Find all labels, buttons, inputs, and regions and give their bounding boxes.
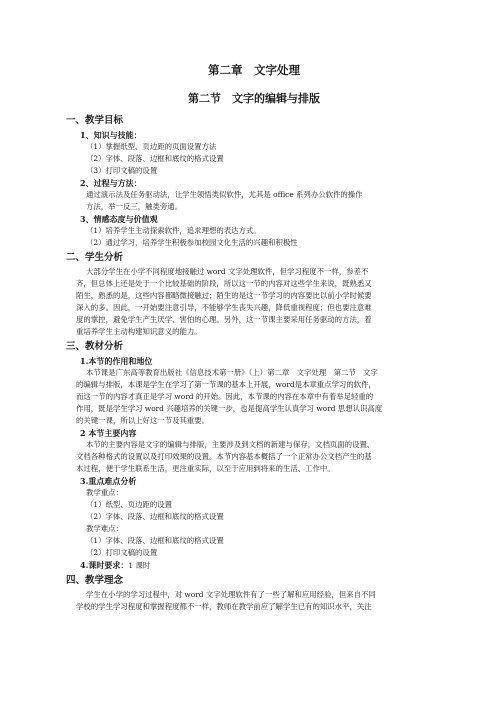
text-line: 文档各种格式的设置以及打印效果的设置。本节内容基本概括了一个正常办公文档产生的基 <box>76 452 372 461</box>
text-line: 而这一节的内容才真正是学习 word 的开始。因此，本节课的内容在本章中有着举足轻重的 <box>76 392 374 401</box>
text-line: 陌生，熟悉的是，这些内容都略微接触过；陌生的是这一节学习的内容要比以前小学时候要 <box>76 291 372 300</box>
class-hours <box>76 559 432 572</box>
text-line: 学校的学生学习程度和掌握程度都不一样，教师在教学前应了解学生已有的知识水平，关注 <box>76 602 372 611</box>
text-line: 学生在小学的学习过程中，对 word 文字处理软件有了一些了解和应用经验，但来自不同 <box>86 590 376 599</box>
list-item: （3）打印文稿的设置 <box>86 166 158 175</box>
text-line: 本节课是广东高等教育出版社《信息技术第一册》（上）第二章 文字处理 第二节 文字 <box>86 368 378 377</box>
label-difficult-points: 教学难点： <box>86 524 123 533</box>
subheading-knowledge-skills: 1、知识与技能： <box>80 130 142 140</box>
label-key-points: 教学重点： <box>86 488 123 497</box>
heading-material-analysis: 三、教材分析 <box>66 341 124 352</box>
text-line: 深入的多。因此，一开始要注意引导，不能够学生丧失兴趣，降低重视程度；但也要注意难 <box>76 303 372 312</box>
subheading-key-difficult: 3.重点难点分析 <box>80 476 137 486</box>
subheading-role-position: 1.本节的作用和地位 <box>80 356 153 366</box>
text-line: 通过演示法及任务驱动法，让学生领悟类似软件，尤其是 office 系列办公软件的操作 <box>86 190 363 199</box>
text-line: 的编辑与排版，本课是学生在学习了第一节课的基本上开展，word是本章重点学习的软件， <box>76 380 376 389</box>
heading-teaching-goals: 一、教学目标 <box>66 115 124 126</box>
chapter-title: 第二章 文字处理 <box>208 63 300 77</box>
subheading-main-content: 2 本节主要内容 <box>80 428 137 438</box>
subheading-attitude-values: 3、情感态度与价值观 <box>80 214 158 224</box>
list-item: （1）纸型、页边距的设置 <box>86 500 173 509</box>
text-line: 大部分学生在小学不同程度地接触过 word 文字处理软件，但学习程度不一样，参差不 <box>86 267 369 276</box>
class-hours-value: 1 课时 <box>128 561 151 570</box>
text-line: 度的掌控，避免学生产生厌学、害怕的心理。另外，这一节课主要采用任务驱动的方法，着 <box>76 315 372 324</box>
list-item: （2）通过学习，培养学生积极参加校园文化生活的兴趣和积极性 <box>86 238 298 247</box>
subheading-class-hours: 4.课时要求： <box>80 560 129 570</box>
text-line: 本过程，便于学生联系生活，更注重实际，以至于应用到将来的生活、工作中。 <box>76 464 335 473</box>
text-line: 齐，但总体上还是处于一个比较基础的阶段，所以这一节的内容对这些学生来说，既熟悉又 <box>76 279 372 288</box>
section-title: 第二节 文字的编辑与排版 <box>188 92 320 105</box>
text-line: 方法，举一反三，触类旁通。 <box>86 202 183 211</box>
list-item: （1）字体、段落、边框和底纹的格式设置 <box>86 536 224 545</box>
heading-student-analysis: 二、学生分析 <box>66 252 124 263</box>
text-line: 的关键一课，所以上好这一节及其重要。 <box>76 416 210 425</box>
list-item: （1）掌握纸型、页边距的页面设置方法 <box>86 142 217 151</box>
list-item: （2）字体、段落、边框和底纹的格式设置 <box>86 154 224 163</box>
subheading-process-method: 2、过程与方法： <box>80 178 142 188</box>
list-item: （1）培养学生主动探索软件，追求理想的表达方式。 <box>86 226 261 235</box>
list-item: （2）字体、段落、边框和底纹的格式设置 <box>86 512 224 521</box>
text-line: 本节的主要内容是文字的编辑与排版，主要涉及到文档的新建与保存，文档页面的设置、 <box>86 440 375 449</box>
text-line: 作用，既是学生学习 word 兴趣培养的关键一步，也是提高学生认真学习 word 思想认识高度 <box>76 404 383 413</box>
list-item: （2）打印文稿的设置 <box>86 548 158 557</box>
heading-teaching-philosophy: 四、教学理念 <box>66 575 124 586</box>
text-line: 重培养学生主动构建知识意义的能力。 <box>76 327 202 336</box>
